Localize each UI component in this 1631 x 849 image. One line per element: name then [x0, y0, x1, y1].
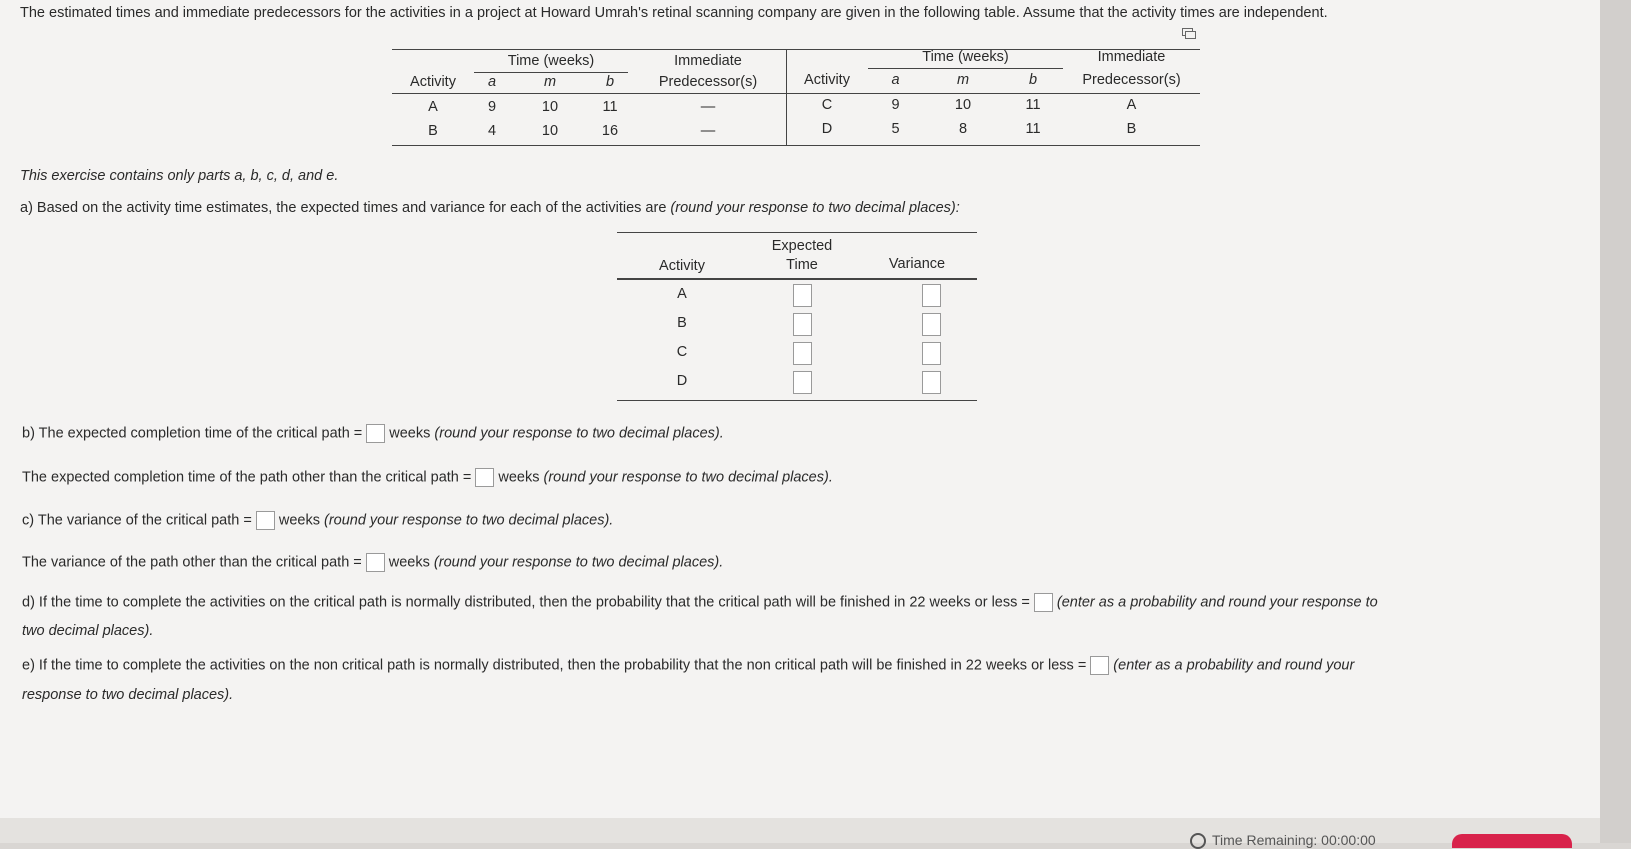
left-row-2-a: 4 [487, 123, 497, 139]
noncritical-path-probability-input[interactable] [1090, 656, 1109, 675]
critical-path-time-input[interactable] [366, 424, 385, 443]
pred-header-left-1: Immediate [674, 53, 742, 69]
col-a-header-left: a [487, 74, 497, 90]
col-a-header-right: a [891, 72, 900, 88]
part-e-hint-1: (enter as a probability and round your [1113, 657, 1355, 674]
variance-input-a[interactable] [922, 284, 941, 307]
expected-time-input-c[interactable] [793, 342, 812, 365]
left-row-2-pred: — [700, 123, 716, 139]
part-b1-question: b) The expected completion time of the critical path = [22, 425, 363, 442]
answer-row-activity-a: A [677, 286, 687, 302]
parts-note: This exercise contains only parts a, b, c, d, and e. [20, 168, 339, 184]
expected-time-header-2: Time [786, 257, 818, 273]
time-remaining-label: Time Remaining: 00:00:00 [1212, 832, 1376, 848]
left-row-2-b: 16 [601, 123, 619, 139]
right-row-2-b: 11 [1025, 121, 1041, 137]
variance-input-b[interactable] [922, 313, 941, 336]
expected-time-input-b[interactable] [793, 313, 812, 336]
pred-header-right-1: Immediate [1097, 49, 1166, 65]
copy-icon[interactable] [1182, 28, 1196, 40]
time-remaining [1190, 832, 1376, 849]
left-row-1-m: 10 [541, 99, 559, 115]
part-d-row [22, 593, 1378, 612]
col-m-header-right: m [956, 72, 970, 88]
left-row-1-activity: A [428, 99, 438, 115]
left-row-1-b: 11 [602, 99, 618, 115]
critical-path-variance-input[interactable] [256, 511, 275, 530]
activity-data-table [392, 49, 1200, 146]
right-row-1-m: 10 [954, 97, 972, 113]
part-c2-unit: weeks [388, 554, 430, 571]
variance-input-c[interactable] [922, 342, 941, 365]
part-d-question: d) If the time to complete the activities on the critical path is normally distributed, then the probability that the critical path will be finished in 22 weeks or less = [22, 594, 1030, 611]
pred-header-left-2: Predecessor(s) [658, 74, 758, 90]
part-b1-hint: (round your response to two decimal places). [434, 425, 724, 442]
part-c1-hint: (round your response to two decimal places). [323, 512, 614, 529]
intro-text: The estimated times and immediate predecessors for the activities in a project at Howard Umrah's retinal scanning company are given in the following table. Assume that the activity times are independent. [20, 5, 1328, 21]
part-b1-row [22, 424, 724, 443]
noncritical-path-variance-input[interactable] [366, 553, 385, 572]
expected-time-header-1: Expected [771, 238, 833, 254]
right-row-2-activity: D [821, 121, 833, 137]
expected-time-variance-table [617, 232, 977, 402]
clock-icon [1190, 833, 1206, 849]
left-row-2-activity: B [428, 123, 438, 139]
col-b-header-right: b [1028, 72, 1038, 88]
part-e-hint-2: response to two decimal places). [22, 687, 234, 703]
answer-row-activity-d: D [676, 373, 688, 389]
right-row-1-pred: A [1126, 97, 1137, 113]
part-c2-question: The variance of the path other than the critical path = [22, 554, 362, 571]
part-b2-row [22, 468, 833, 487]
right-row-2-m: 8 [958, 121, 968, 137]
col-b-header-left: b [605, 74, 615, 90]
part-e-question: e) If the time to complete the activities on the non critical path is normally distributed, then the probability that the non critical path will be finished in 22 weeks or less = [22, 657, 1087, 674]
part-a-hint: (round your response to two decimal places): [670, 200, 960, 216]
part-e-row [22, 656, 1354, 675]
right-row-1-a: 9 [891, 97, 900, 113]
answer-activity-header: Activity [659, 258, 705, 274]
noncritical-path-time-input[interactable] [475, 468, 494, 487]
expected-time-input-a[interactable] [793, 284, 812, 307]
part-c1-row [22, 511, 613, 530]
left-row-1-pred: — [700, 99, 716, 115]
part-c2-hint: (round your response to two decimal places). [433, 554, 724, 571]
activity-header-left: Activity [410, 74, 456, 90]
part-b2-hint: (round your response to two decimal places). [543, 469, 833, 486]
right-row-1-b: 11 [1025, 97, 1041, 113]
answer-row-activity-c: C [676, 344, 688, 360]
col-m-header-left: m [543, 74, 557, 90]
right-edge [1600, 0, 1631, 843]
answer-row-activity-b: B [677, 315, 687, 331]
right-row-1-activity: C [821, 97, 833, 113]
next-button[interactable] [1452, 834, 1572, 848]
part-c1-question: c) The variance of the critical path = [22, 512, 252, 529]
activity-header-right: Activity [804, 72, 850, 88]
part-a-text [20, 200, 960, 216]
time-weeks-header-left: Time (weeks) [507, 53, 595, 69]
part-d-hint-1: (enter as a probability and round your response to [1056, 594, 1378, 611]
part-a-question: a) Based on the activity time estimates, the expected times and variance for each of the activities are [20, 200, 667, 216]
part-c1-unit: weeks [278, 512, 320, 529]
right-row-2-pred: B [1126, 121, 1137, 137]
part-b2-unit: weeks [498, 469, 540, 486]
time-weeks-header-right: Time (weeks) [922, 49, 1009, 65]
part-b2-question: The expected completion time of the path other than the critical path = [22, 469, 472, 486]
pred-header-right-2: Predecessor(s) [1082, 72, 1181, 88]
left-row-2-m: 10 [541, 123, 559, 139]
left-row-1-a: 9 [487, 99, 497, 115]
part-b1-unit: weeks [389, 425, 431, 442]
right-row-2-a: 5 [891, 121, 900, 137]
variance-input-d[interactable] [922, 371, 941, 394]
part-c2-row [22, 553, 723, 572]
expected-time-input-d[interactable] [793, 371, 812, 394]
part-d-hint-2: two decimal places). [22, 623, 154, 639]
variance-header: Variance [888, 256, 946, 272]
critical-path-probability-input[interactable] [1034, 593, 1053, 612]
